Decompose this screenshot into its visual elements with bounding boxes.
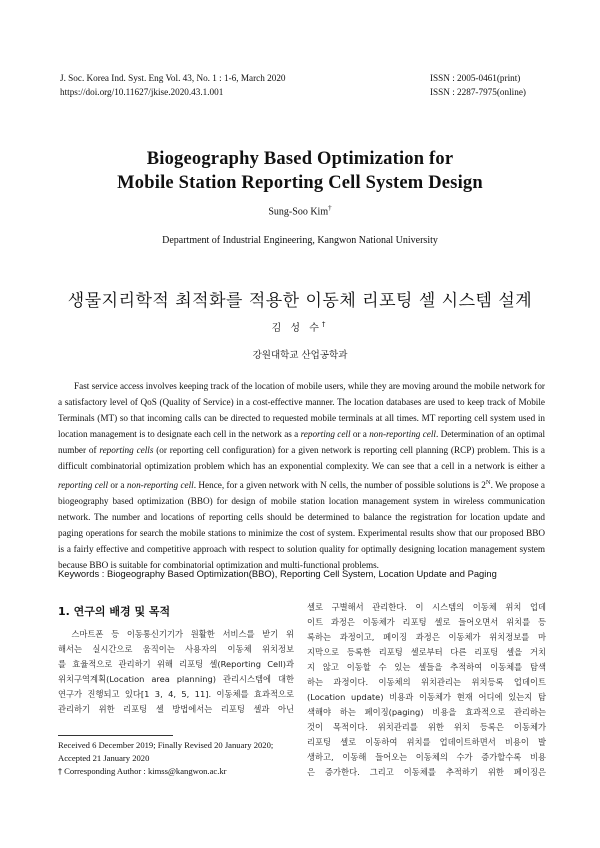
body-line: 리포팅 셀로 이동하여 위치를 업데이트하면서 비용이 발 <box>307 737 546 747</box>
footnote-divider <box>58 735 173 736</box>
body-column-right <box>307 600 546 780</box>
body-line: 관리하기 위한 리포팅 셀 방법에서는 리포팅 셀과 아닌 <box>58 704 294 714</box>
body-line: 연구가 진행되고 있다[1 3, 4, 5, 11]. 이동체를 효과적으로 <box>58 689 294 699</box>
body-line: 색해야 하는 페이징(paging) 비용을 효과적으로 관리하는 <box>307 707 546 717</box>
abstract <box>58 378 545 573</box>
abstract-italic: reporting cells <box>99 445 154 456</box>
abstract-italic: reporting cell <box>58 479 109 490</box>
body-line: 스마트폰 등 이동통신기기가 원활한 서비스를 받기 위 <box>58 629 294 639</box>
abstract-superscript: N <box>485 478 491 486</box>
body-line: 해서는 실시간으로 움직이는 사용자의 이동체 위치정보 <box>58 644 294 654</box>
body-line: (Location update) 비용과 이동체가 현재 어디에 있는지 탐 <box>307 692 546 702</box>
section-heading: 1. 연구의 배경 및 목적 <box>58 605 171 618</box>
corresponding-author-text[interactable]: Corresponding Author : kimss@kangwon.ac.kr <box>64 766 227 776</box>
paper-title <box>0 147 600 195</box>
abstract-text: Fast service access involves keeping track of the location of mobile users, while they are moving around the mobile network for a satisfactory level of QoS (Quality of Service) in a cost-effective manner. The location databases are used to keep track of Mobile Terminals (MT) so that incoming calls can be directed to requested mobile terminals at all times. MT reporting cell system used in location management is to designate each cell in the network as a <box>58 381 545 440</box>
body-line: 지 않고 이동할 수 있는 셀들을 추적하여 이동체를 탐색 <box>307 662 546 672</box>
abstract-italic: reporting cell <box>300 429 351 440</box>
corresponding-author <box>58 765 294 778</box>
accepted-date: Accepted 21 January 2020 <box>58 753 150 763</box>
korean-author-name: 김 성 수 <box>271 323 322 334</box>
body-line: 위치구역계획(Location area planning) 관리시스템에 대한 <box>58 674 294 684</box>
abstract-text: . Hence, for a given network with N cells, the number of possible solutions is 2 <box>193 479 486 490</box>
abstract-italic: non-reporting cell <box>369 429 436 440</box>
footnote <box>58 739 294 778</box>
korean-author-line <box>0 319 600 334</box>
paper-title-line-1: Biogeography Based Optimization for <box>146 149 454 169</box>
korean-corresponding-mark: † <box>321 320 329 329</box>
running-header-left <box>60 71 286 99</box>
keywords <box>58 568 545 579</box>
body-column-left <box>58 627 294 717</box>
corresponding-mark: † <box>328 204 332 212</box>
received-date: Received 6 December 2019; Finally Revised 20 January 2020; <box>58 740 274 750</box>
body-line: 하는 과정이다. 이동체의 위치관리는 위치등록 업데이트 <box>307 677 546 687</box>
issn-online: ISSN : 2287-7975(online) <box>430 87 526 97</box>
author-line <box>0 204 600 217</box>
author-name: Sung-Soo Kim <box>268 206 329 218</box>
body-line: 를 효율적으로 관리하기 위해 리포팅 셀(Reporting Cell)과 <box>58 659 294 669</box>
korean-title: 생물지리학적 최적화를 적용한 이동체 리포팅 셀 시스템 설계 <box>67 291 533 311</box>
issn-print: ISSN : 2005-0461(print) <box>430 73 521 83</box>
body-line: 지막으로 등록한 리포팅 셀로부터 다른 리포팅 셀을 거치 <box>307 647 546 657</box>
body-line: 셀로 구별해서 관리한다. 이 시스템의 이동체 위치 업데 <box>307 602 546 612</box>
journal-citation: J. Soc. Korea Ind. Syst. Eng Vol. 43, No. 1 : 1-6, March 2020 <box>60 73 286 83</box>
affiliation: Department of Industrial Engineering, Kangwon National University <box>162 235 438 246</box>
running-header-right <box>430 71 526 99</box>
dagger-mark: † <box>58 767 62 776</box>
body-line: 은 증가한다. 그리고 이동체를 추적하기 위한 페이징은 <box>307 767 546 777</box>
abstract-italic: non-reporting cell <box>126 479 194 490</box>
korean-affiliation: 강원대학교 산업공학과 <box>252 350 348 361</box>
doi-link[interactable]: https://doi.org/10.11627/jkise.2020.43.1.001 <box>60 87 224 97</box>
body-line: 록하는 과정이고, 페이징 과정은 이동체가 위치정보를 마 <box>307 632 546 642</box>
keywords-text: Biogeography Based Optimization(BBO), Reporting Cell System, Location Update and Paging <box>106 568 497 579</box>
paper-title-line-2: Mobile Station Reporting Cell System Design <box>117 173 483 193</box>
body-line: 것이 목적이다. 위치관리를 위한 위치 등록은 이동체가 <box>307 722 546 732</box>
abstract-text: (or reporting cell configuration) for a given network is reporting cell planning (RCP) problem. This is a difficult combinatorial optimization problem which has an exponential complexity. We can see that a cell in a network is either a <box>58 445 545 472</box>
abstract-text: or a <box>108 479 127 490</box>
abstract-text: . We propose a biogeography based optimization (BBO) for design of mobile station location management system in wireless communication network. The number and locations of reporting cells should be determined to balance the registration for location update and paging operations for search the mobile stations to minimize the cost of system. Experimental results show that our proposed BBO is a fairly effective and competitive approach with respect to solution quality for optimally designing location management system because BBO is suitable for combinatorial optimization and multi-functional problems. <box>58 479 546 571</box>
body-line: 생하고, 이동해 들어오는 이동체의 수가 증가할수록 비용 <box>307 752 546 762</box>
abstract-text: or a <box>350 429 370 440</box>
keywords-label: Keywords : <box>58 568 105 579</box>
body-line: 이트 과정은 이동체가 리포팅 셀로 들어오면서 위치를 등 <box>307 617 546 627</box>
abstract-text: . Determination of an optimal number of <box>58 429 545 456</box>
